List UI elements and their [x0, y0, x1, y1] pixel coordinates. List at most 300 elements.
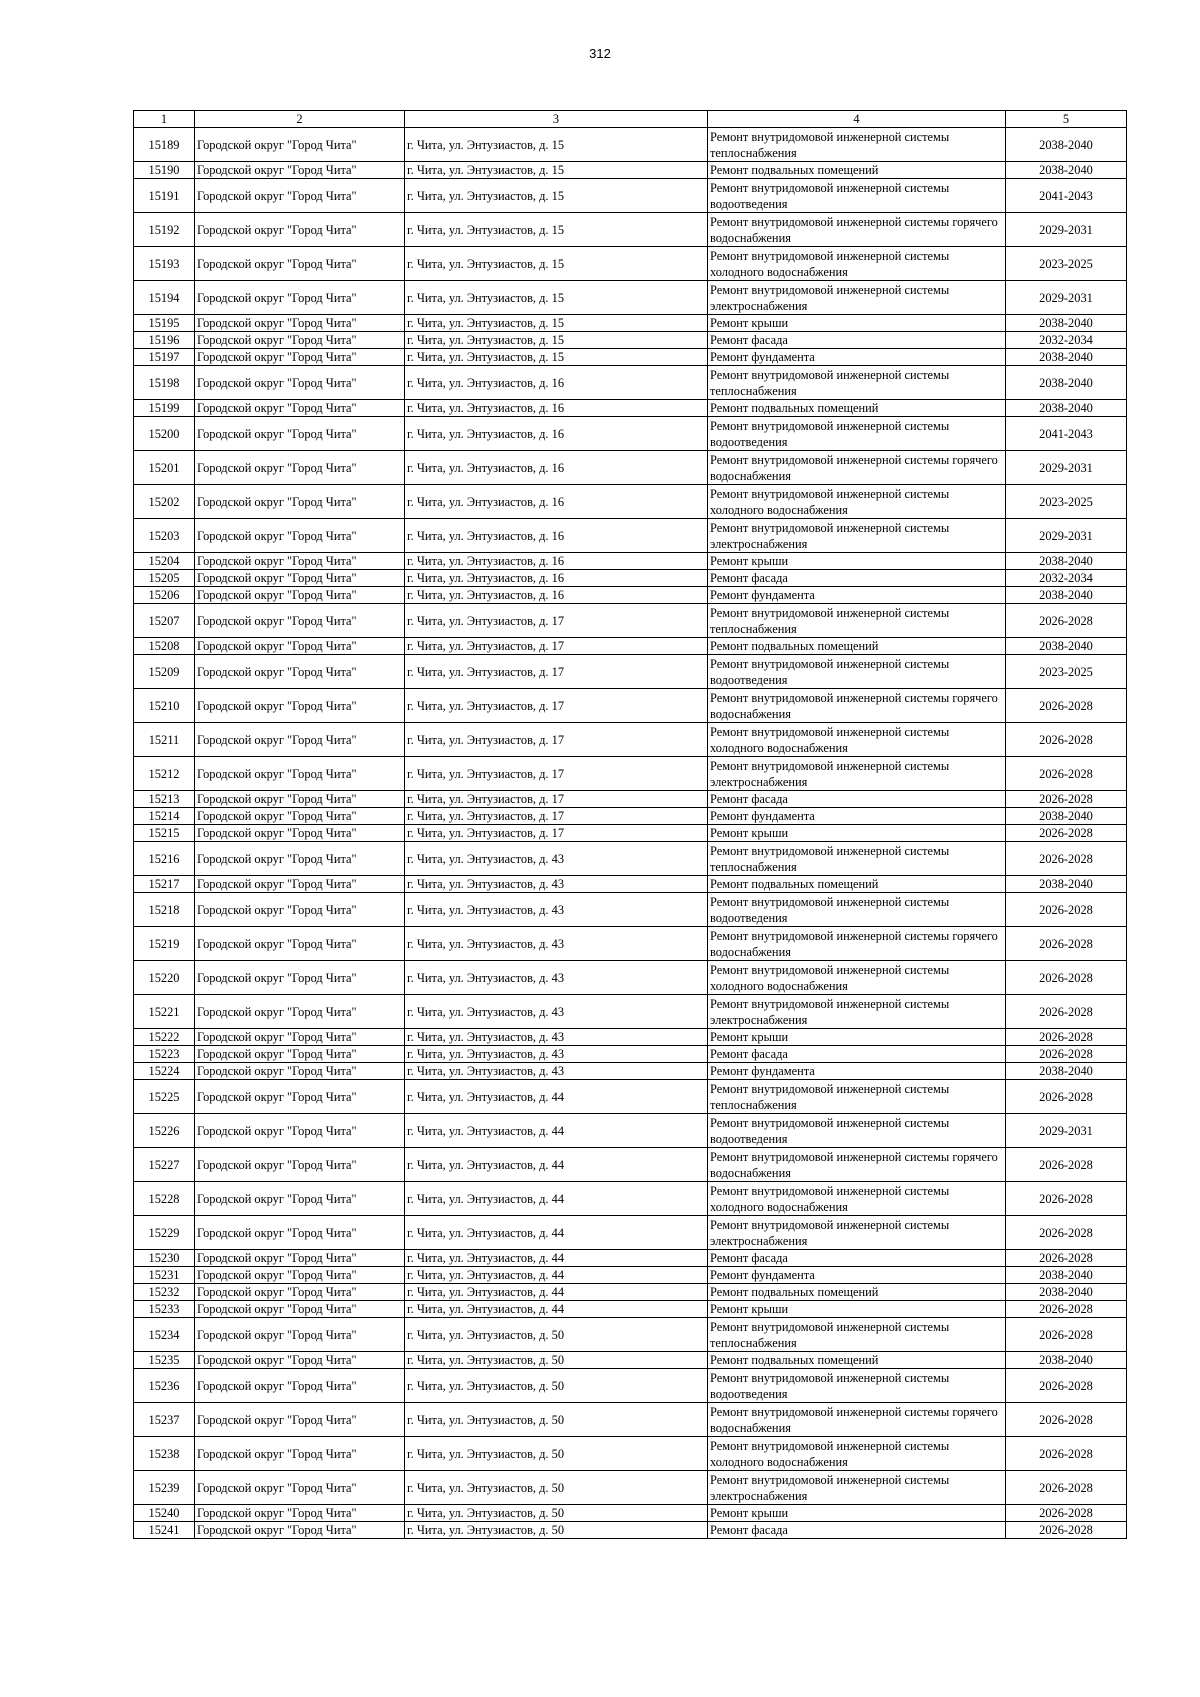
- table-row: [134, 179, 1127, 213]
- row-number-cell: 15214: [134, 808, 195, 825]
- table-row: [134, 1029, 1127, 1046]
- period-cell: 2026-2028: [1006, 1080, 1127, 1114]
- address-cell: г. Чита, ул. Энтузиастов, д. 50: [405, 1471, 708, 1505]
- period-cell: 2023-2025: [1006, 247, 1127, 281]
- municipality-cell: Городской округ "Город Чита": [195, 604, 405, 638]
- table-row: [134, 757, 1127, 791]
- address-cell: г. Чита, ул. Энтузиастов, д. 44: [405, 1216, 708, 1250]
- period-cell: 2026-2028: [1006, 927, 1127, 961]
- municipality-cell: Городской округ "Город Чита": [195, 400, 405, 417]
- address-cell: г. Чита, ул. Энтузиастов, д. 50: [405, 1318, 708, 1352]
- row-number-cell: 15217: [134, 876, 195, 893]
- column-header: 5: [1006, 111, 1127, 128]
- address-cell: г. Чита, ул. Энтузиастов, д. 50: [405, 1352, 708, 1369]
- row-number-cell: 15224: [134, 1063, 195, 1080]
- address-cell: г. Чита, ул. Энтузиастов, д. 44: [405, 1301, 708, 1318]
- address-cell: г. Чита, ул. Энтузиастов, д. 50: [405, 1369, 708, 1403]
- period-cell: 2023-2025: [1006, 485, 1127, 519]
- address-cell: г. Чита, ул. Энтузиастов, д. 50: [405, 1522, 708, 1539]
- work-type-cell: Ремонт внутридомовой инженерной системы теплоснабжения: [708, 128, 1006, 162]
- work-type-cell: Ремонт внутридомовой инженерной системы водоотведения: [708, 893, 1006, 927]
- address-cell: г. Чита, ул. Энтузиастов, д. 17: [405, 791, 708, 808]
- table-row: [134, 1114, 1127, 1148]
- work-type-cell: Ремонт внутридомовой инженерной системы электроснабжения: [708, 1216, 1006, 1250]
- period-cell: 2026-2028: [1006, 842, 1127, 876]
- row-number-cell: 15208: [134, 638, 195, 655]
- municipality-cell: Городской округ "Город Чита": [195, 1471, 405, 1505]
- row-number-cell: 15196: [134, 332, 195, 349]
- municipality-cell: Городской округ "Город Чита": [195, 1029, 405, 1046]
- work-type-cell: Ремонт крыши: [708, 1301, 1006, 1318]
- address-cell: г. Чита, ул. Энтузиастов, д. 44: [405, 1250, 708, 1267]
- row-number-cell: 15218: [134, 893, 195, 927]
- table-row: [134, 927, 1127, 961]
- address-cell: г. Чита, ул. Энтузиастов, д. 43: [405, 995, 708, 1029]
- table-row: [134, 1522, 1127, 1539]
- period-cell: 2038-2040: [1006, 349, 1127, 366]
- table-row: [134, 1369, 1127, 1403]
- municipality-cell: Городской округ "Город Чита": [195, 1080, 405, 1114]
- municipality-cell: Городской округ "Город Чита": [195, 587, 405, 604]
- work-type-cell: Ремонт внутридомовой инженерной системы холодного водоснабжения: [708, 1437, 1006, 1471]
- address-cell: г. Чита, ул. Энтузиастов, д. 15: [405, 315, 708, 332]
- table-row: [134, 825, 1127, 842]
- municipality-cell: Городской округ "Город Чита": [195, 808, 405, 825]
- row-number-cell: 15220: [134, 961, 195, 995]
- work-type-cell: Ремонт фасада: [708, 791, 1006, 808]
- period-cell: 2038-2040: [1006, 553, 1127, 570]
- municipality-cell: Городской округ "Город Чита": [195, 961, 405, 995]
- municipality-cell: Городской округ "Город Чита": [195, 689, 405, 723]
- table-row: [134, 961, 1127, 995]
- period-cell: 2038-2040: [1006, 1267, 1127, 1284]
- work-type-cell: Ремонт фасада: [708, 332, 1006, 349]
- table-row: [134, 893, 1127, 927]
- municipality-cell: Городской округ "Город Чита": [195, 553, 405, 570]
- row-number-cell: 15239: [134, 1471, 195, 1505]
- work-type-cell: Ремонт внутридомовой инженерной системы холодного водоснабжения: [708, 485, 1006, 519]
- row-number-cell: 15232: [134, 1284, 195, 1301]
- period-cell: 2026-2028: [1006, 1148, 1127, 1182]
- municipality-cell: Городской округ "Город Чита": [195, 1063, 405, 1080]
- period-cell: 2038-2040: [1006, 315, 1127, 332]
- work-type-cell: Ремонт внутридомовой инженерной системы холодного водоснабжения: [708, 1182, 1006, 1216]
- municipality-cell: Городской округ "Город Чита": [195, 1369, 405, 1403]
- municipality-cell: Городской округ "Город Чита": [195, 315, 405, 332]
- row-number-cell: 15202: [134, 485, 195, 519]
- address-cell: г. Чита, ул. Энтузиастов, д. 17: [405, 723, 708, 757]
- page-number: 312: [589, 46, 611, 61]
- row-number-cell: 15195: [134, 315, 195, 332]
- row-number-cell: 15209: [134, 655, 195, 689]
- row-number-cell: 15241: [134, 1522, 195, 1539]
- work-type-cell: Ремонт фундамента: [708, 808, 1006, 825]
- row-number-cell: 15223: [134, 1046, 195, 1063]
- table-row: [134, 451, 1127, 485]
- address-cell: г. Чита, ул. Энтузиастов, д. 16: [405, 587, 708, 604]
- table-row: [134, 1505, 1127, 1522]
- work-type-cell: Ремонт внутридомовой инженерной системы водоотведения: [708, 655, 1006, 689]
- municipality-cell: Городской округ "Город Чита": [195, 451, 405, 485]
- work-type-cell: Ремонт внутридомовой инженерной системы водоотведения: [708, 179, 1006, 213]
- municipality-cell: Городской округ "Город Чита": [195, 485, 405, 519]
- work-type-cell: Ремонт внутридомовой инженерной системы электроснабжения: [708, 757, 1006, 791]
- column-header: 3: [405, 111, 708, 128]
- period-cell: 2026-2028: [1006, 1216, 1127, 1250]
- work-type-cell: Ремонт внутридомовой инженерной системы горячего водоснабжения: [708, 927, 1006, 961]
- address-cell: г. Чита, ул. Энтузиастов, д. 16: [405, 400, 708, 417]
- table-row: [134, 1352, 1127, 1369]
- period-cell: 2038-2040: [1006, 1352, 1127, 1369]
- period-cell: 2038-2040: [1006, 128, 1127, 162]
- period-cell: 2026-2028: [1006, 1437, 1127, 1471]
- row-number-cell: 15203: [134, 519, 195, 553]
- period-cell: 2026-2028: [1006, 1182, 1127, 1216]
- municipality-cell: Городской округ "Город Чита": [195, 791, 405, 808]
- row-number-cell: 15226: [134, 1114, 195, 1148]
- work-type-cell: Ремонт крыши: [708, 1505, 1006, 1522]
- period-cell: 2026-2028: [1006, 961, 1127, 995]
- table-row: [134, 876, 1127, 893]
- table-row: [134, 587, 1127, 604]
- work-type-cell: Ремонт фундамента: [708, 1063, 1006, 1080]
- table-row: [134, 1216, 1127, 1250]
- work-type-cell: Ремонт внутридомовой инженерной системы горячего водоснабжения: [708, 689, 1006, 723]
- period-cell: 2038-2040: [1006, 587, 1127, 604]
- table-row: [134, 281, 1127, 315]
- table-row: [134, 1046, 1127, 1063]
- period-cell: 2038-2040: [1006, 876, 1127, 893]
- municipality-cell: Городской округ "Город Чита": [195, 1403, 405, 1437]
- work-type-cell: Ремонт внутридомовой инженерной системы водоотведения: [708, 1369, 1006, 1403]
- municipality-cell: Городской округ "Город Чита": [195, 1437, 405, 1471]
- table-row: [134, 1250, 1127, 1267]
- table-row: [134, 417, 1127, 451]
- municipality-cell: Городской округ "Город Чита": [195, 723, 405, 757]
- row-number-cell: 15219: [134, 927, 195, 961]
- work-type-cell: Ремонт внутридомовой инженерной системы теплоснабжения: [708, 1318, 1006, 1352]
- period-cell: 2026-2028: [1006, 893, 1127, 927]
- table-row: [134, 689, 1127, 723]
- address-cell: г. Чита, ул. Энтузиастов, д. 16: [405, 366, 708, 400]
- table-row: [134, 349, 1127, 366]
- municipality-cell: Городской округ "Город Чита": [195, 281, 405, 315]
- municipality-cell: Городской округ "Город Чита": [195, 1318, 405, 1352]
- row-number-cell: 15205: [134, 570, 195, 587]
- municipality-cell: Городской округ "Город Чита": [195, 1250, 405, 1267]
- table-row: [134, 1437, 1127, 1471]
- address-cell: г. Чита, ул. Энтузиастов, д. 50: [405, 1505, 708, 1522]
- row-number-cell: 15229: [134, 1216, 195, 1250]
- table-row: [134, 366, 1127, 400]
- address-cell: г. Чита, ул. Энтузиастов, д. 17: [405, 638, 708, 655]
- period-cell: 2038-2040: [1006, 400, 1127, 417]
- table-row: [134, 400, 1127, 417]
- address-cell: г. Чита, ул. Энтузиастов, д. 43: [405, 893, 708, 927]
- table-row: [134, 485, 1127, 519]
- period-cell: 2038-2040: [1006, 808, 1127, 825]
- work-type-cell: Ремонт подвальных помещений: [708, 876, 1006, 893]
- table-row: [134, 1182, 1127, 1216]
- row-number-cell: 15216: [134, 842, 195, 876]
- table-row: [134, 1267, 1127, 1284]
- row-number-cell: 15204: [134, 553, 195, 570]
- work-type-cell: Ремонт крыши: [708, 553, 1006, 570]
- row-number-cell: 15198: [134, 366, 195, 400]
- work-type-cell: Ремонт внутридомовой инженерной системы теплоснабжения: [708, 1080, 1006, 1114]
- address-cell: г. Чита, ул. Энтузиастов, д. 15: [405, 162, 708, 179]
- table-row: [134, 315, 1127, 332]
- period-cell: 2026-2028: [1006, 1318, 1127, 1352]
- table-row: [134, 519, 1127, 553]
- work-type-cell: Ремонт фундамента: [708, 349, 1006, 366]
- work-type-cell: Ремонт внутридомовой инженерной системы электроснабжения: [708, 281, 1006, 315]
- work-type-cell: Ремонт фасада: [708, 1250, 1006, 1267]
- municipality-cell: Городской округ "Город Чита": [195, 655, 405, 689]
- period-cell: 2026-2028: [1006, 1250, 1127, 1267]
- municipality-cell: Городской округ "Город Чита": [195, 1352, 405, 1369]
- column-header: 4: [708, 111, 1006, 128]
- address-cell: г. Чита, ул. Энтузиастов, д. 43: [405, 1029, 708, 1046]
- work-type-cell: Ремонт фундамента: [708, 587, 1006, 604]
- address-cell: г. Чита, ул. Энтузиастов, д. 44: [405, 1284, 708, 1301]
- municipality-cell: Городской округ "Город Чита": [195, 1522, 405, 1539]
- period-cell: 2029-2031: [1006, 1114, 1127, 1148]
- table-row: [134, 808, 1127, 825]
- work-type-cell: Ремонт крыши: [708, 315, 1006, 332]
- row-number-cell: 15222: [134, 1029, 195, 1046]
- row-number-cell: 15191: [134, 179, 195, 213]
- municipality-cell: Городской округ "Город Чита": [195, 1114, 405, 1148]
- table-row: [134, 655, 1127, 689]
- table-row: [134, 995, 1127, 1029]
- municipality-cell: Городской округ "Город Чита": [195, 876, 405, 893]
- address-cell: г. Чита, ул. Энтузиастов, д. 15: [405, 179, 708, 213]
- municipality-cell: Городской округ "Город Чита": [195, 519, 405, 553]
- period-cell: 2026-2028: [1006, 723, 1127, 757]
- address-cell: г. Чита, ул. Энтузиастов, д. 44: [405, 1267, 708, 1284]
- period-cell: 2026-2028: [1006, 757, 1127, 791]
- work-type-cell: Ремонт внутридомовой инженерной системы теплоснабжения: [708, 842, 1006, 876]
- municipality-cell: Городской округ "Город Чита": [195, 1301, 405, 1318]
- work-type-cell: Ремонт подвальных помещений: [708, 638, 1006, 655]
- row-number-cell: 15201: [134, 451, 195, 485]
- table-row: [134, 213, 1127, 247]
- municipality-cell: Городской округ "Город Чита": [195, 179, 405, 213]
- period-cell: 2032-2034: [1006, 332, 1127, 349]
- municipality-cell: Городской округ "Город Чита": [195, 1148, 405, 1182]
- period-cell: 2026-2028: [1006, 1505, 1127, 1522]
- municipality-cell: Городской округ "Город Чита": [195, 332, 405, 349]
- address-cell: г. Чита, ул. Энтузиастов, д. 15: [405, 247, 708, 281]
- table-row: [134, 1063, 1127, 1080]
- period-cell: 2029-2031: [1006, 451, 1127, 485]
- address-cell: г. Чита, ул. Энтузиастов, д. 50: [405, 1403, 708, 1437]
- period-cell: 2032-2034: [1006, 570, 1127, 587]
- address-cell: г. Чита, ул. Энтузиастов, д. 43: [405, 1063, 708, 1080]
- municipality-cell: Городской округ "Город Чита": [195, 247, 405, 281]
- row-number-cell: 15193: [134, 247, 195, 281]
- work-type-cell: Ремонт крыши: [708, 1029, 1006, 1046]
- municipality-cell: Городской округ "Город Чита": [195, 893, 405, 927]
- period-cell: 2026-2028: [1006, 604, 1127, 638]
- address-cell: г. Чита, ул. Энтузиастов, д. 43: [405, 876, 708, 893]
- address-cell: г. Чита, ул. Энтузиастов, д. 16: [405, 485, 708, 519]
- row-number-cell: 15240: [134, 1505, 195, 1522]
- work-type-cell: Ремонт внутридомовой инженерной системы горячего водоснабжения: [708, 1403, 1006, 1437]
- row-number-cell: 15189: [134, 128, 195, 162]
- period-cell: 2029-2031: [1006, 519, 1127, 553]
- address-cell: г. Чита, ул. Энтузиастов, д. 43: [405, 961, 708, 995]
- table-row: [134, 247, 1127, 281]
- municipality-cell: Городской округ "Город Чита": [195, 842, 405, 876]
- address-cell: г. Чита, ул. Энтузиастов, д. 17: [405, 808, 708, 825]
- work-type-cell: Ремонт внутридомовой инженерной системы холодного водоснабжения: [708, 247, 1006, 281]
- period-cell: 2029-2031: [1006, 281, 1127, 315]
- municipality-cell: Городской округ "Город Чита": [195, 825, 405, 842]
- municipality-cell: Городской округ "Город Чита": [195, 1046, 405, 1063]
- row-number-cell: 15236: [134, 1369, 195, 1403]
- row-number-cell: 15206: [134, 587, 195, 604]
- table-row: [134, 332, 1127, 349]
- table-row: [134, 638, 1127, 655]
- table-row: [134, 604, 1127, 638]
- table-row: [134, 1148, 1127, 1182]
- table-row: [134, 1301, 1127, 1318]
- period-cell: 2026-2028: [1006, 1522, 1127, 1539]
- work-type-cell: Ремонт внутридомовой инженерной системы теплоснабжения: [708, 604, 1006, 638]
- table-row: [134, 1080, 1127, 1114]
- row-number-cell: 15225: [134, 1080, 195, 1114]
- address-cell: г. Чита, ул. Энтузиастов, д. 17: [405, 689, 708, 723]
- row-number-cell: 15197: [134, 349, 195, 366]
- work-type-cell: Ремонт подвальных помещений: [708, 1352, 1006, 1369]
- row-number-cell: 15238: [134, 1437, 195, 1471]
- repair-schedule-table: [133, 110, 1127, 1539]
- row-number-cell: 15231: [134, 1267, 195, 1284]
- table-row: [134, 842, 1127, 876]
- address-cell: г. Чита, ул. Энтузиастов, д. 17: [405, 825, 708, 842]
- address-cell: г. Чита, ул. Энтузиастов, д. 17: [405, 655, 708, 689]
- period-cell: 2041-2043: [1006, 179, 1127, 213]
- municipality-cell: Городской округ "Город Чита": [195, 1216, 405, 1250]
- row-number-cell: 15190: [134, 162, 195, 179]
- row-number-cell: 15212: [134, 757, 195, 791]
- row-number-cell: 15230: [134, 1250, 195, 1267]
- municipality-cell: Городской округ "Город Чита": [195, 1182, 405, 1216]
- work-type-cell: Ремонт внутридомовой инженерной системы электроснабжения: [708, 995, 1006, 1029]
- period-cell: 2026-2028: [1006, 995, 1127, 1029]
- table-body: [134, 128, 1127, 1539]
- work-type-cell: Ремонт внутридомовой инженерной системы холодного водоснабжения: [708, 723, 1006, 757]
- period-cell: 2038-2040: [1006, 638, 1127, 655]
- address-cell: г. Чита, ул. Энтузиастов, д. 15: [405, 349, 708, 366]
- table-row: [134, 1471, 1127, 1505]
- work-type-cell: Ремонт фасада: [708, 1046, 1006, 1063]
- period-cell: 2038-2040: [1006, 1063, 1127, 1080]
- work-type-cell: Ремонт подвальных помещений: [708, 162, 1006, 179]
- municipality-cell: Городской округ "Город Чита": [195, 417, 405, 451]
- address-cell: г. Чита, ул. Энтузиастов, д. 15: [405, 332, 708, 349]
- period-cell: 2023-2025: [1006, 655, 1127, 689]
- address-cell: г. Чита, ул. Энтузиастов, д. 50: [405, 1437, 708, 1471]
- period-cell: 2041-2043: [1006, 417, 1127, 451]
- row-number-cell: 15210: [134, 689, 195, 723]
- address-cell: г. Чита, ул. Энтузиастов, д. 15: [405, 213, 708, 247]
- municipality-cell: Городской округ "Город Чита": [195, 757, 405, 791]
- address-cell: г. Чита, ул. Энтузиастов, д. 15: [405, 281, 708, 315]
- table-header-row: [134, 111, 1127, 128]
- row-number-cell: 15207: [134, 604, 195, 638]
- period-cell: 2029-2031: [1006, 213, 1127, 247]
- row-number-cell: 15192: [134, 213, 195, 247]
- address-cell: г. Чита, ул. Энтузиастов, д. 43: [405, 1046, 708, 1063]
- municipality-cell: Городской округ "Город Чита": [195, 1284, 405, 1301]
- row-number-cell: 15227: [134, 1148, 195, 1182]
- row-number-cell: 15235: [134, 1352, 195, 1369]
- municipality-cell: Городской округ "Город Чита": [195, 366, 405, 400]
- work-type-cell: Ремонт внутридомовой инженерной системы теплоснабжения: [708, 366, 1006, 400]
- work-type-cell: Ремонт внутридомовой инженерной системы горячего водоснабжения: [708, 213, 1006, 247]
- row-number-cell: 15211: [134, 723, 195, 757]
- row-number-cell: 15194: [134, 281, 195, 315]
- row-number-cell: 15200: [134, 417, 195, 451]
- address-cell: г. Чита, ул. Энтузиастов, д. 16: [405, 553, 708, 570]
- address-cell: г. Чита, ул. Энтузиастов, д. 16: [405, 570, 708, 587]
- table-row: [134, 162, 1127, 179]
- table-row: [134, 1318, 1127, 1352]
- address-cell: г. Чита, ул. Энтузиастов, д. 16: [405, 451, 708, 485]
- work-type-cell: Ремонт внутридомовой инженерной системы водоотведения: [708, 1114, 1006, 1148]
- work-type-cell: Ремонт внутридомовой инженерной системы электроснабжения: [708, 519, 1006, 553]
- address-cell: г. Чита, ул. Энтузиастов, д. 17: [405, 604, 708, 638]
- column-header: 1: [134, 111, 195, 128]
- row-number-cell: 15215: [134, 825, 195, 842]
- municipality-cell: Городской округ "Город Чита": [195, 162, 405, 179]
- address-cell: г. Чита, ул. Энтузиастов, д. 43: [405, 842, 708, 876]
- work-type-cell: Ремонт подвальных помещений: [708, 400, 1006, 417]
- municipality-cell: Городской округ "Город Чита": [195, 128, 405, 162]
- period-cell: 2026-2028: [1006, 1029, 1127, 1046]
- period-cell: 2038-2040: [1006, 366, 1127, 400]
- table-row: [134, 791, 1127, 808]
- period-cell: 2038-2040: [1006, 162, 1127, 179]
- work-type-cell: Ремонт подвальных помещений: [708, 1284, 1006, 1301]
- work-type-cell: Ремонт фундамента: [708, 1267, 1006, 1284]
- address-cell: г. Чита, ул. Энтузиастов, д. 43: [405, 927, 708, 961]
- work-type-cell: Ремонт фасада: [708, 570, 1006, 587]
- address-cell: г. Чита, ул. Энтузиастов, д. 44: [405, 1182, 708, 1216]
- work-type-cell: Ремонт внутридомовой инженерной системы электроснабжения: [708, 1471, 1006, 1505]
- work-type-cell: Ремонт фасада: [708, 1522, 1006, 1539]
- period-cell: 2026-2028: [1006, 1471, 1127, 1505]
- period-cell: 2026-2028: [1006, 1046, 1127, 1063]
- address-cell: г. Чита, ул. Энтузиастов, д. 44: [405, 1148, 708, 1182]
- address-cell: г. Чита, ул. Энтузиастов, д. 16: [405, 417, 708, 451]
- address-cell: г. Чита, ул. Энтузиастов, д. 15: [405, 128, 708, 162]
- work-type-cell: Ремонт крыши: [708, 825, 1006, 842]
- period-cell: 2026-2028: [1006, 825, 1127, 842]
- municipality-cell: Городской округ "Город Чита": [195, 349, 405, 366]
- table-row: [134, 553, 1127, 570]
- table-row: [134, 128, 1127, 162]
- municipality-cell: Городской округ "Город Чита": [195, 213, 405, 247]
- municipality-cell: Городской округ "Город Чита": [195, 1505, 405, 1522]
- period-cell: 2026-2028: [1006, 689, 1127, 723]
- row-number-cell: 15221: [134, 995, 195, 1029]
- period-cell: 2026-2028: [1006, 791, 1127, 808]
- municipality-cell: Городской округ "Город Чита": [195, 995, 405, 1029]
